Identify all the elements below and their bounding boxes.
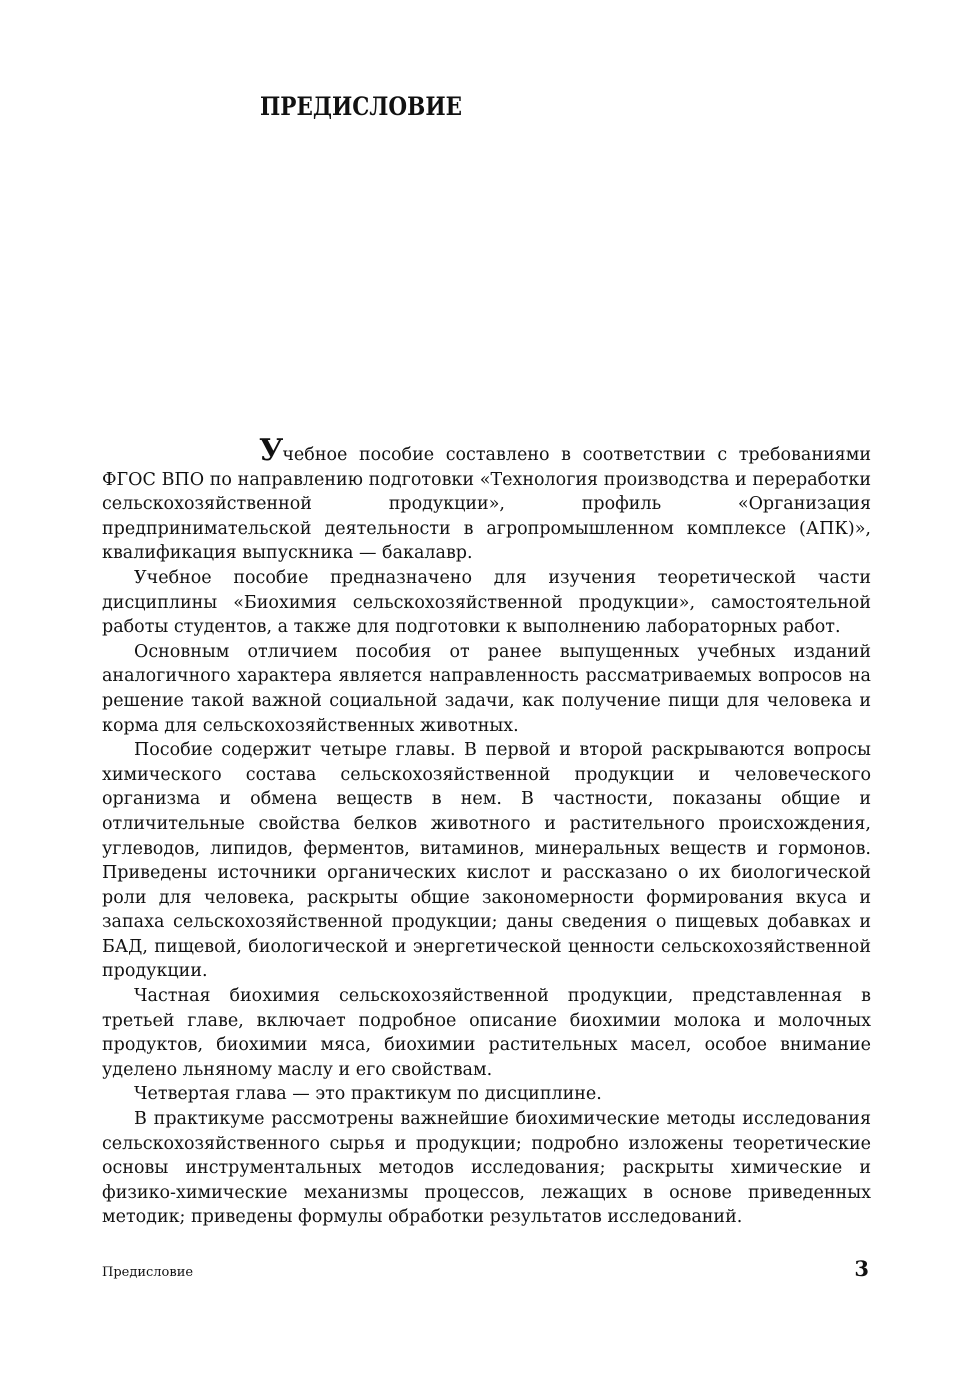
paragraph-7: В практикуме рассмотрены важнейшие биохимические методы исследования сельскохозяйственного сырья и продукции; подробно изложены теоретические основы инструментальных методов исследования; раскрыты химические и физико-химические механизмы процессов, лежащих в основе приведенных методик; приведены формулы обработки результатов исследований. bbox=[102, 1109, 871, 1228]
body-text bbox=[102, 433, 871, 1230]
paragraph-2: Учебное пособие предназначено для изучения теоретической части дисциплины «Биохимия сельскохозяйственной продукции», самостоятельной работы студентов, а также для подготовки к выполнению лабораторных работ. bbox=[102, 567, 871, 638]
paragraph-5: Частная биохимия сельскохозяйственной продукции, представленная в третьей главе, включает подробное описание биохимии молока и молочных продуктов, биохимии мяса, биохимии растительных масел, особое внимание уделено льняному маслу и его свойствам. bbox=[102, 986, 871, 1080]
drop-cap: У bbox=[259, 433, 283, 468]
paragraph-1 bbox=[102, 433, 871, 566]
paragraph-6: Четвертая глава — это практикум по дисциплине. bbox=[134, 1084, 602, 1105]
running-footer: Предисловие bbox=[102, 1265, 194, 1280]
paragraph-4: Пособие содержит четыре главы. В первой и второй раскрываются вопросы химического состава сельскохозяйственной продукции и человеческого организма и обмена веществ в нем. В частности, показаны общие и отличительные свойства белков животного и растительного происхождения, углеводов, липидов, ферментов, витаминов, минеральных веществ и гормонов. Приведены источники органических кислот и рассказано о их биологической роли для человека, раскрыты общие закономерности формирования вкуса и запаха сельскохозяйственной продукции; даны сведения о пищевых добавках и БАД, пищевой, биологической и энергетической ценности сельскохозяйственной продукции. bbox=[102, 740, 871, 982]
paragraph-1-text: чебное пособие составлено в соответствии с требованиями ФГОС ВПО по направлению подготовки «Технология производства и переработки сельскохозяйственной продукции», профиль «Организация предпринимательской деятельности в агропромышленном комплексе (АПК)», квалификация выпускника — бакалавр. bbox=[102, 445, 871, 564]
page-number: 3 bbox=[854, 1256, 869, 1281]
page-title: ПРЕДИСЛОВИЕ bbox=[260, 92, 463, 121]
paragraph-3: Основным отличием пособия от ранее выпущенных учебных изданий аналогичного характера является направленность рассматриваемых вопросов на решение такой важной социальной задачи, как получение пищи для человека и корма для сельскохозяйственных животных. bbox=[102, 641, 871, 736]
